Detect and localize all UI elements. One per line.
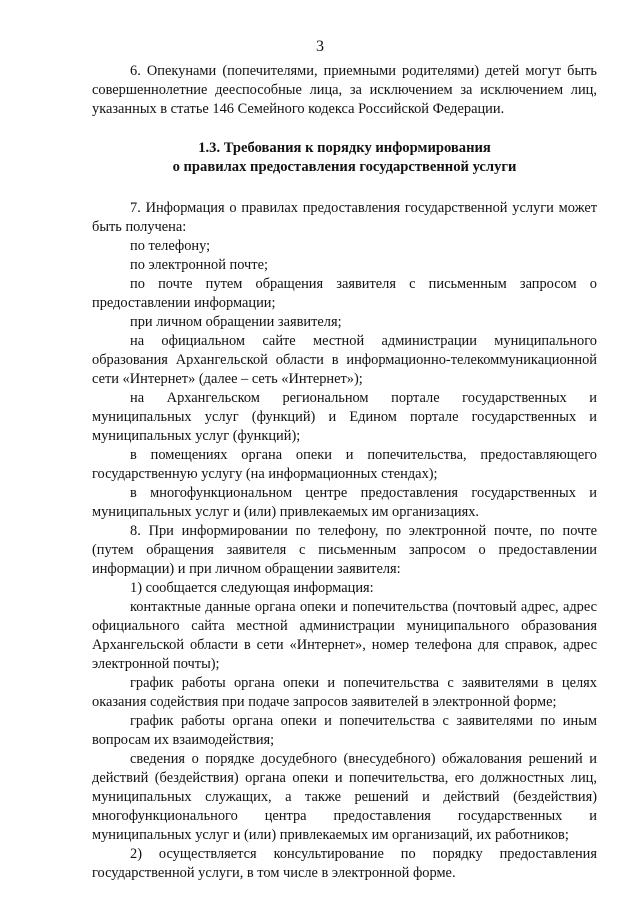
list-item: контактные данные органа опеки и попечительства (почтовый адрес, адрес официального сайта местной администрации муниципального образования Архангельской области в сети «Интернет», номер телефона для справок, адрес электронной почты); (92, 599, 597, 672)
list-item: в помещениях органа опеки и попечительства, предоставляющего государственную услугу (на информационных стендах); (92, 447, 597, 482)
list-item: на официальном сайте местной администрации муниципального образования Архангельской области в информационно-телекоммуникационной сети «Интернет» (далее – сеть «Интернет»); (92, 333, 597, 387)
paragraph-item-8-sub-2: 2) осуществляется консультирование по порядку предоставления государственной услуги, в том числе в электронной форме. (92, 846, 597, 881)
section-heading-line-1: 1.3. Требования к порядку информирования (198, 140, 491, 156)
document-body (92, 62, 597, 883)
page-number: 3 (316, 38, 324, 55)
list-item: в многофункциональном центре предоставления государственных и муниципальных услуг и (или) привлекаемых им организациях. (92, 485, 597, 520)
list-item: при личном обращении заявителя; (130, 314, 342, 330)
section-heading (92, 139, 597, 177)
paragraph-item-8-sub-1: 1) сообщается следующая информация: (130, 580, 374, 596)
section-heading-line-2: о правилах предоставления государственной услуги (172, 159, 517, 175)
list-item: по электронной почте; (130, 257, 268, 273)
list-item: график работы органа опеки и попечительства с заявителями в целях оказания содействия при подаче запросов заявителей в электронной форме; (92, 675, 597, 710)
list-item: по телефону; (130, 238, 211, 254)
list-item: по почте путем обращения заявителя с письменным запросом о предоставлении информации; (92, 276, 597, 311)
paragraph-item-8-intro: 8. При информировании по телефону, по электронной почте, по почте (путем обращения заявителя с письменным запросом о предоставлении информации) и при личном обращении заявителя: (92, 523, 597, 577)
list-item: на Архангельском региональном портале государственных и муниципальных услуг (функций) и Едином портале государственных и муниципальных услуг (функций); (92, 390, 597, 444)
list-item: график работы органа опеки и попечительства с заявителями по иным вопросам их взаимодействия; (92, 713, 597, 748)
paragraph-item-7-intro: 7. Информация о правилах предоставления государственной услуги может быть получена: (92, 200, 597, 235)
paragraph-item-6: 6. Опекунами (попечителями, приемными родителями) детей могут быть совершеннолетние дееспособные лица, за исключением за исключением лиц, указанных в статье 146 Семейного кодекса Российской Федерации. (92, 63, 597, 117)
list-item: сведения о порядке досудебного (внесудебного) обжалования решений и действий (бездействия) органа опеки и попечительства, его должностных лиц, муниципальных служащих, а также решений и действий (бездействия) многофункционального центра предоставления государственных и муниципальных услуг и (или) привлекаемых им организаций, их работников; (92, 751, 597, 843)
